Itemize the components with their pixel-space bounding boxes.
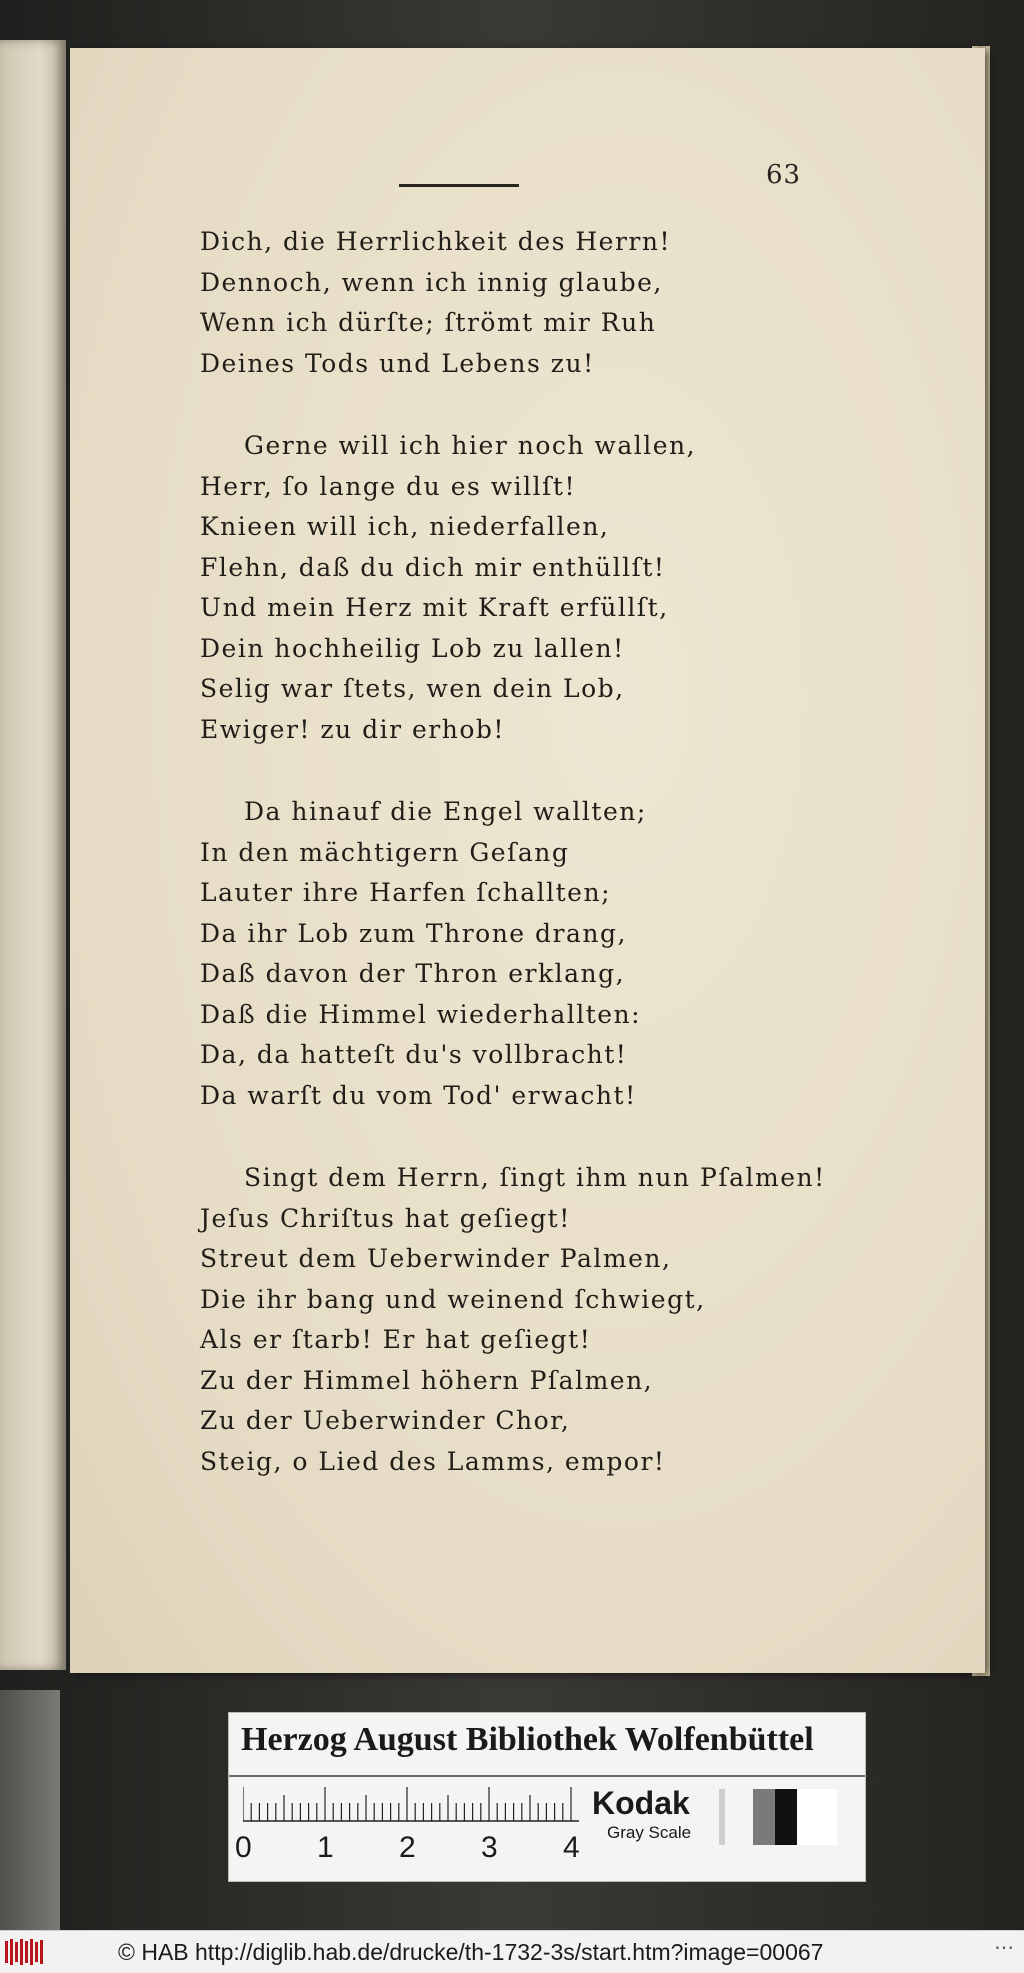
gray-scale-label: Gray Scale [607,1823,692,1842]
poem-line: Knieen will ich, niederfallen, [200,512,610,541]
poem-line: Zu der Ueberwinder Chor, [200,1406,571,1435]
source-url[interactable]: © HAB http://diglib.hab.de/drucke/th-1732-3s/start.htm?image=00067 [118,1939,824,1965]
viewer-footer [0,1930,1024,1973]
poem-line: Da ihr Lob zum Throne drang, [200,918,627,948]
poem-line: Dein hochheilig Lob zu lallen! [200,633,625,663]
book-spine [0,1690,60,1930]
facing-page-edge [0,40,66,1670]
poem-line: Daß die Himmel wiederhallten: [200,999,642,1029]
poem-line: Flehn, daß du dich mir enthüllſt! [200,552,666,582]
poem-text [200,222,826,1524]
poem-line: Ewiger! zu dir erhob! [200,714,505,744]
poem-line: Gerne will ich hier noch wallen, [244,431,697,460]
poem-line: Daß davon der Thron erklang, [200,959,626,988]
color-target-card [228,1712,866,1882]
library-title: Herzog August Bibliothek Wolfenbüttel [241,1721,814,1758]
hab-logo-icon [4,1938,46,1966]
more-options-icon[interactable]: ⋯ [994,1935,1014,1959]
kodak-brand: Kodak [592,1785,690,1821]
poem-line: Als er ſtarb! Er hat geſiegt! [200,1325,592,1354]
poem-line: Deines Tods und Lebens zu! [200,348,595,378]
header-rule [399,184,519,187]
poem-line: Herr, ſo lange du es willſt! [200,471,576,501]
poem-line: Und mein Herz mit Kraft erfüllſt, [200,593,669,622]
ruler-number: 3 [481,1831,498,1864]
poem-line: Zu der Himmel höhern Pſalmen, [200,1365,654,1395]
poem-line: Dich, die Herrlichkeit des Herrn! [200,227,672,256]
poem-line: Steig, o Lied des Lamms, empor! [200,1446,666,1476]
page-number: 63 [766,160,802,190]
poem-line: Wenn ich dürſte; ſtrömt mir Ruh [200,308,657,337]
poem-line: In den mächtigern Geſang [200,837,570,867]
poem-line: Da hinauf die Engel wallten; [244,797,647,826]
stanza [200,1158,826,1482]
ruler-number: 1 [317,1831,334,1864]
stanza [200,426,760,750]
poem-line: Lauter ihre Harfen ſchallten; [200,878,612,907]
poem-line: Jeſus Chriſtus hat geſiegt! [200,1203,571,1233]
gray-scale-patches [719,1787,839,1849]
poem-line: Selig war ſtets, wen dein Lob, [200,674,625,703]
target-divider [229,1775,865,1777]
ruler-scale [243,1785,579,1823]
poem-line: Singt dem Herrn, ſingt ihm nun Pſalmen! [244,1163,826,1192]
poem-line: Streut dem Ueberwinder Palmen, [200,1244,672,1273]
poem-line: Dennoch, wenn ich innig glaube, [200,267,663,297]
ruler-number: 0 [235,1831,252,1864]
poem-line: Da, da hatteſt du's vollbracht! [200,1040,628,1069]
poem-line: Da warſt du vom Tod' erwacht! [200,1080,637,1110]
ruler-numbers [235,1831,595,1867]
stanza [200,222,760,384]
poem-line: Die ihr bang und weinend ſchwiegt, [200,1284,706,1314]
ruler-number: 4 [563,1831,580,1864]
stanza [200,792,760,1116]
ruler-number: 2 [399,1831,416,1864]
